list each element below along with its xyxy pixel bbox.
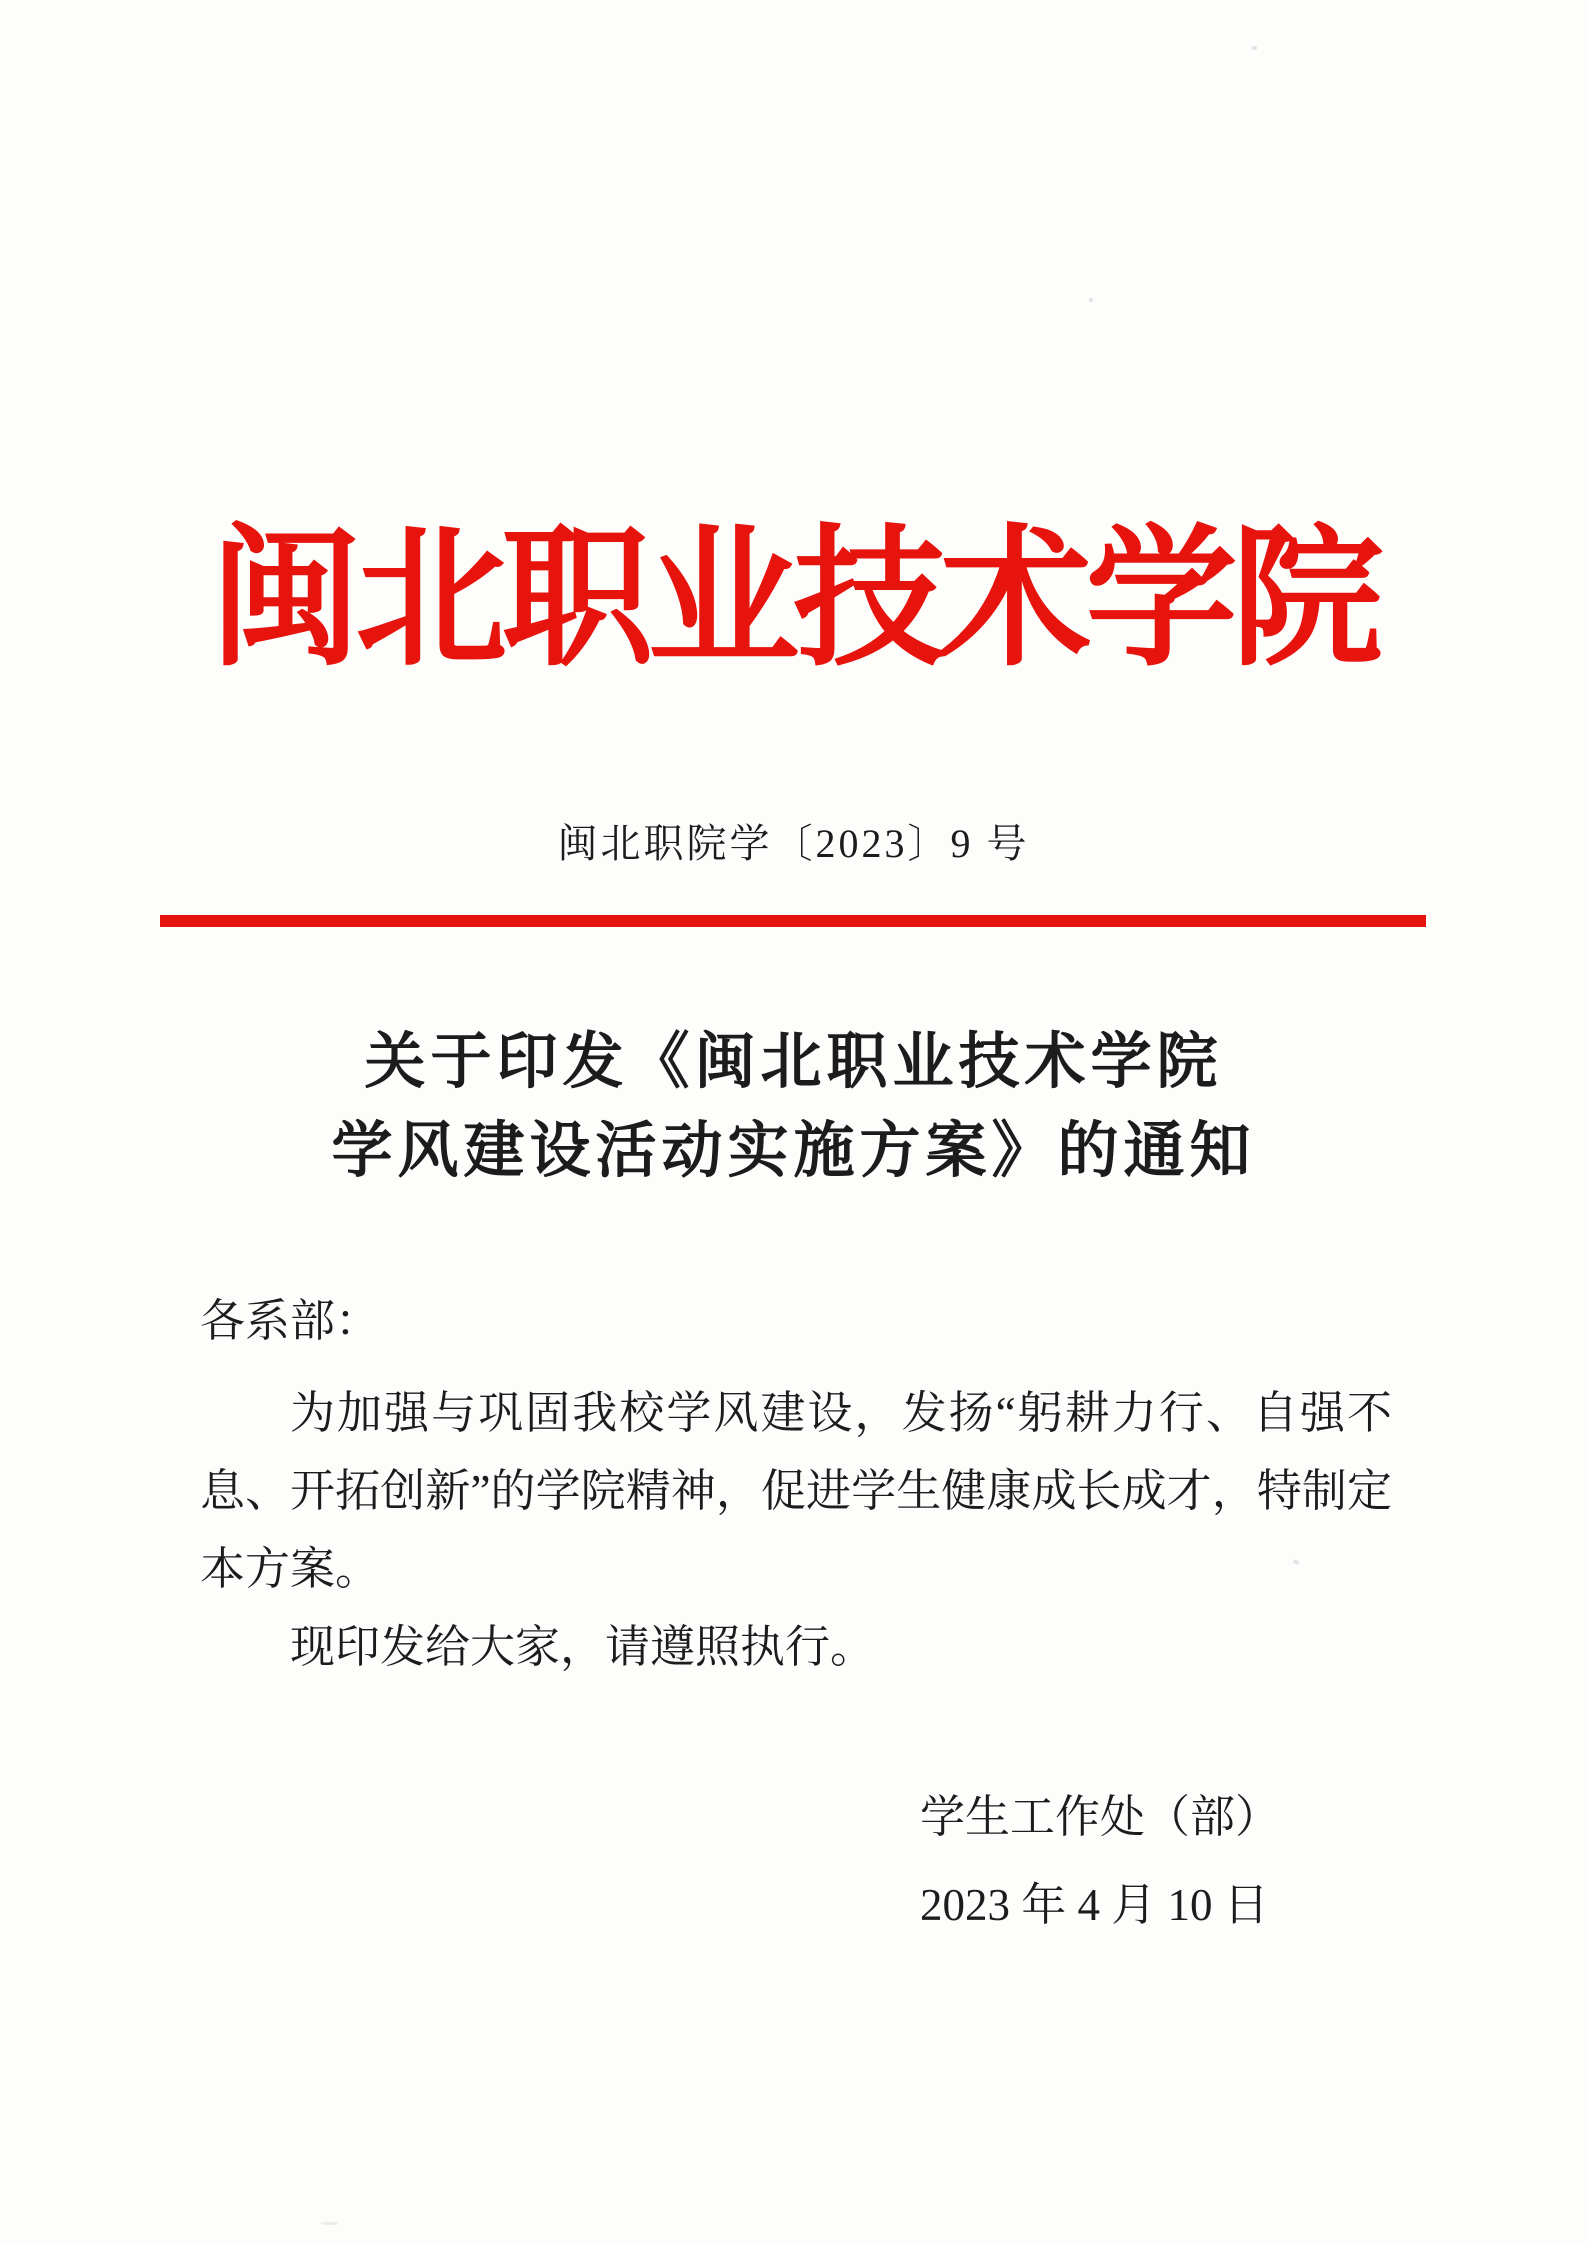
salutation: 各系部： (200, 1296, 381, 1346)
body-paragraph-2: 现印发给大家，请遵照执行。 (290, 1622, 876, 1672)
signature-department: 学生工作处（部） (920, 1792, 1281, 1842)
signature-date: 2023 年 4 月 10 日 (920, 1880, 1269, 1930)
red-divider-line (160, 915, 1426, 927)
document-number: 闽北职院学〔2023〕9 号 (557, 821, 1030, 866)
notice-title (0, 1018, 1587, 1196)
body-paragraph-1: 为加强与巩固我校学风建设，发扬“躬耕力行、自强不息、开拓创新”的学院精神，促进学生健康成长成才，特制定本方案。 (200, 1388, 1392, 1594)
scan-speck (1089, 298, 1093, 302)
signature-block (920, 1778, 1280, 1944)
institution-title: 闽北职业技术学院 (209, 516, 1378, 684)
scan-speck (1252, 46, 1257, 50)
notice-body (200, 1282, 1392, 1686)
scan-speck (320, 2222, 338, 2225)
notice-title-line1: 关于印发《闽北职业技术学院 (364, 1029, 1223, 1096)
notice-title-line2: 学风建设活动实施方案》的通知 (331, 1118, 1256, 1185)
